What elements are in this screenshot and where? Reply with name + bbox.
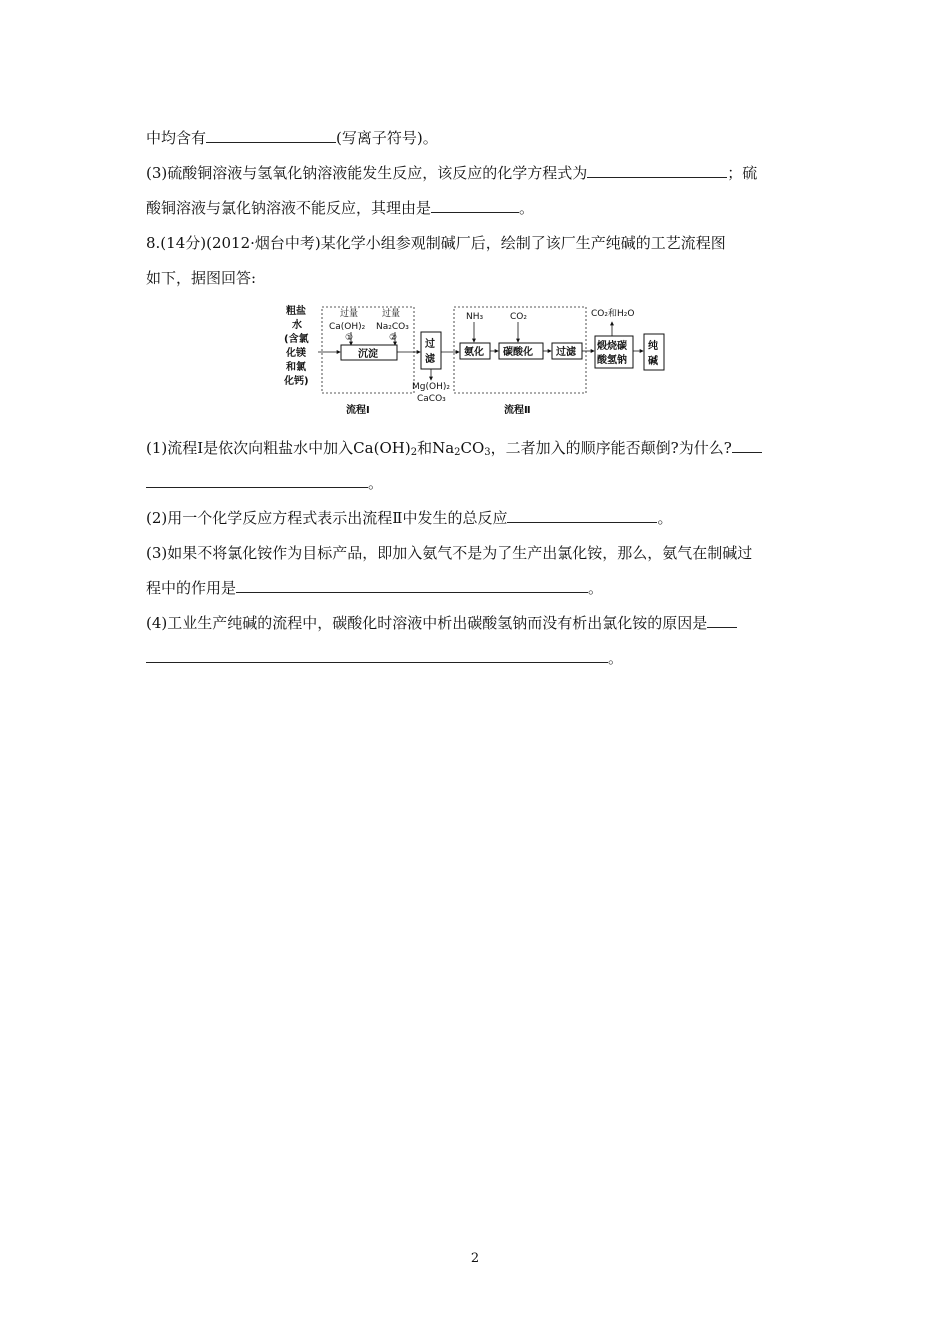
text-fragment: 。	[519, 199, 535, 217]
question-8-stem-cont: 如下，据图回答:	[146, 269, 257, 287]
text-fragment: ，二者加入的顺序能否颠倒?为什么?	[490, 439, 732, 457]
text-fragment: (1)流程Ⅰ是依次向粗盐水中加入Ca(OH)	[146, 439, 411, 457]
input-label: 水	[292, 320, 302, 331]
answer-blank[interactable]	[146, 473, 368, 488]
reagent-2-qualifier: 过量	[382, 309, 401, 319]
step-2-marker: ②	[389, 333, 398, 343]
reagent-2-label: Na₂CO₃	[376, 322, 409, 332]
process-flow-diagram	[284, 302, 684, 420]
answer-blank[interactable]	[431, 198, 519, 213]
answer-blank[interactable]	[206, 128, 336, 143]
input-label: (含氯	[284, 334, 309, 345]
byproduct-mg-oh2: Mg(OH)₂	[412, 382, 450, 392]
input-label: 化镁	[286, 348, 306, 359]
text-fragment: 。	[368, 474, 384, 492]
subscript: 2	[454, 447, 461, 458]
reagent-1-label: Ca(OH)₂	[329, 322, 366, 332]
text-fragment: 和Na	[417, 439, 455, 457]
question-8-1-cont	[146, 473, 383, 493]
product-label: 纯	[648, 341, 658, 352]
nh3-label: NH₃	[466, 312, 484, 322]
carbonation-label: 碳酸化	[503, 347, 533, 358]
text-fragment: (3)硫酸铜溶液与氢氧化钠溶液能发生反应，该反应的化学方程式为	[146, 164, 588, 182]
precipitate-label: 沉淀	[358, 349, 378, 360]
text-fragment: 。	[657, 509, 673, 527]
answer-blank[interactable]	[507, 508, 657, 523]
text-fragment: (2)用一个化学反应方程式表示出流程Ⅱ中发生的总反应	[146, 509, 508, 527]
answer-blank[interactable]	[587, 163, 727, 178]
calcine-label: 酸氢钠	[597, 355, 627, 366]
text-fragment: 程中的作用是	[146, 579, 237, 597]
answer-blank[interactable]	[732, 438, 762, 453]
answer-blank[interactable]	[236, 578, 588, 593]
question-8-3-cont	[146, 578, 603, 598]
input-label: 化钙)	[284, 376, 309, 387]
answer-blank[interactable]	[707, 613, 737, 628]
question-8-4-cont	[146, 648, 623, 668]
process-2-label: 流程Ⅱ	[504, 405, 531, 416]
co2-label: CO₂	[510, 312, 527, 322]
product-label: 碱	[648, 356, 658, 367]
text-line-1	[146, 128, 438, 148]
gas-output-label: CO₂和H₂O	[591, 309, 635, 319]
text-fragment: (写离子符号)。	[336, 129, 438, 147]
question-8-1	[146, 438, 762, 458]
text-line-3	[146, 198, 534, 218]
filter-1-label: 滤	[425, 354, 435, 365]
subscript: 3	[484, 447, 491, 458]
byproduct-caco3: CaCO₃	[417, 394, 446, 404]
text-fragment: CO	[460, 439, 485, 457]
text-fragment: 。	[608, 649, 624, 667]
question-8-stem: 8.(14分)(2012·烟台中考)某化学小组参观制碱厂后，绘制了该厂生产纯碱的工艺流程图	[146, 234, 726, 252]
question-8-4	[146, 613, 737, 633]
input-label: 和氯	[286, 362, 306, 373]
question-8-2	[146, 508, 672, 528]
input-label: 粗盐	[286, 306, 306, 317]
text-line-2	[146, 163, 757, 183]
step-1-marker: ①	[345, 333, 354, 343]
subscript: 2	[410, 447, 418, 458]
answer-blank[interactable]	[146, 648, 608, 663]
filter-1-label: 过	[425, 339, 435, 350]
text-fragment: (4)工业生产纯碱的流程中，碳酸化时溶液中析出碳酸氢钠而没有析出氯化铵的原因是	[146, 614, 708, 632]
text-fragment: 。	[588, 579, 604, 597]
text-fragment: 中均含有	[146, 129, 207, 147]
page-number: 2	[470, 1251, 480, 1266]
reagent-1-qualifier: 过量	[340, 309, 359, 319]
input-crude-brine	[284, 304, 309, 387]
filter-2-label: 过滤	[556, 347, 576, 358]
question-8-3: (3)如果不将氯化铵作为目标产品，即加入氨气不是为了生产出氯化铵，那么，氨气在制碱过	[146, 544, 753, 562]
text-fragment: ；硫	[727, 164, 758, 182]
calcine-label: 煅烧碳	[597, 341, 627, 352]
process-1-label: 流程Ⅰ	[346, 405, 370, 416]
ammoniate-label: 氨化	[464, 347, 484, 358]
text-fragment: 酸铜溶液与氯化钠溶液不能反应，其理由是	[146, 199, 432, 217]
